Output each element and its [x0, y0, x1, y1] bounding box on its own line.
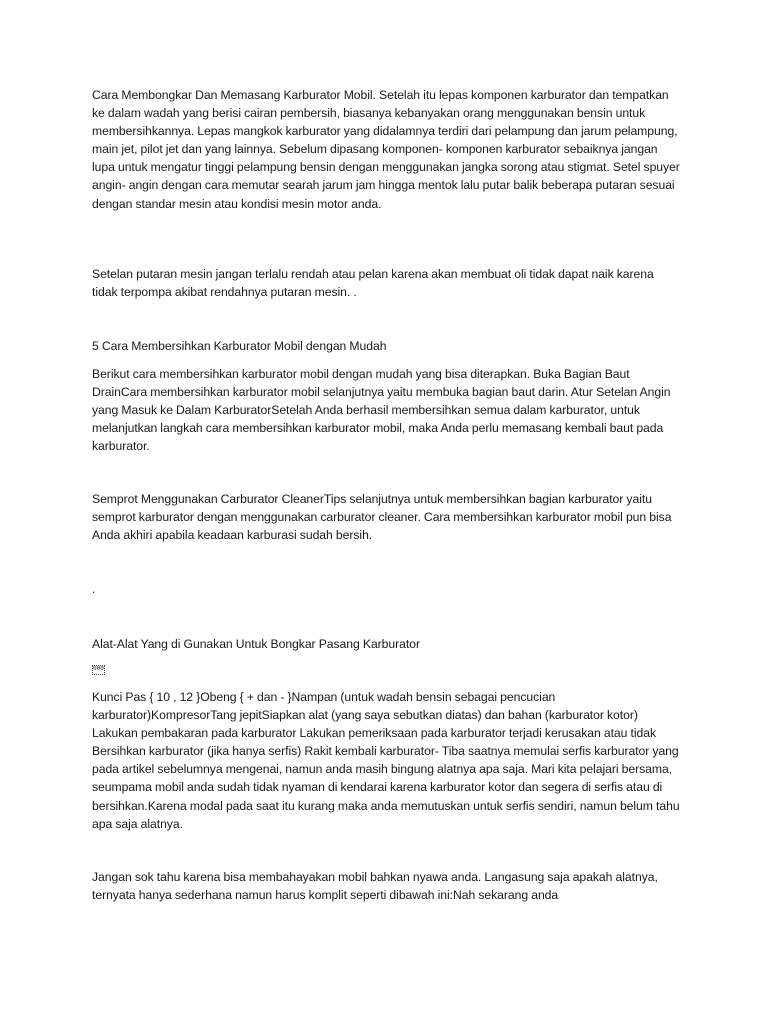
missing-glyph-line: [92, 662, 682, 680]
paragraph-warning: Jangan sok tahu karena bisa membahayakan mobil bahkan nyawa anda. Langasung saja apakah alatnya, ternyata hanya sederhana namun harus komplit seperti dibawah ini:Nah sekarang anda: [92, 870, 658, 903]
missing-glyph-icon: 000: [92, 665, 105, 675]
section-heading-cleaning: 5 Cara Membersihkan Karburator Mobil dengan Mudah: [92, 339, 387, 353]
section-heading-tools: Alat-Alat Yang di Gunakan Untuk Bongkar Pasang Karburator: [92, 637, 420, 651]
paragraph-carburetor-cleaner: Semprot Menggunakan Carburator CleanerTips selanjutnya untuk membersihkan bagian karburator yaitu semprot karburator dengan menggunakan carburator cleaner. Cara membersihkan karburator mobil pun bisa Anda akhiri apabila keadaan karburasi sudah bersih.: [92, 492, 672, 543]
paragraph-tools-list: Kunci Pas { 10 , 12 }Obeng { + dan - }Nampan (untuk wadah bensin sebagai pencucian karburator)KompresorTang jepitSiapkan alat (yang saya sebutkan diatas) dan bahan (karburator kotor) Lakukan pembakaran pada karburator Lakukan pemeriksaan pada karburator terjadi kerusakan atau tidak Bersihkan karburator (jika hanya serfis) Rakit kembali karburator- Tiba saatnya memulai serfis karburator yang pada artikel sebelumnya mengenai, namun anda masih bingung alatnya apa saja. Mari kita pelajari bersama, seumpama mobil anda sudah tidak nyaman di kendarai karena karburator kotor dan segera di serfis atau di bersihkan.Karena modal pada saat itu kurang maka anda memutuskan untuk serfis sendiri, namun belum tahu apa saja alatnya.: [92, 690, 680, 831]
paragraph-carburetor-disassembly: Cara Membongkar Dan Memasang Karburator Mobil. Setelah itu lepas komponen karburator dan tempatkan ke dalam wadah yang berisi cairan pembersih, biasanya kebanyakan orang menggunakan bensin untuk membersihkannya. Lepas mangkok karburator yang didalamnya terdiri dari pelampung dan jarum pelampung, main jet, pilot jet dan yang lainnya. Sebelum dipasang komponen- komponen karburator sebaiknya jangan lupa untuk mengatur tinggi pelampung bensin dengan menggunakan jangka sorong atau stigmat. Setel spuyer angin- angin dengan cara memutar searah jarum jam hingga mentok lalu putar balik beberapa putaran sesuai dengan standar mesin atau kondisi mesin motor anda.: [92, 88, 680, 211]
paragraph-engine-idle-setting: Setelan putaran mesin jangan terlalu rendah atau pelan karena akan membuat oli tidak dapat naik karena tidak terpompa akibat rendahnya putaran mesin. .: [92, 267, 654, 300]
paragraph-dot: .: [92, 582, 96, 596]
paragraph-cleaning-steps: Berikut cara membersihkan karburator mobil dengan mudah yang bisa diterapkan. Buka Bagian Baut DrainCara membersihkan karburator mobil selanjutnya yaitu membuka bagian baut darin. Atur Setelan Angin yang Masuk ke Dalam KarburatorSetelah Anda berhasil membersihkan semua dalam karburator, untuk melanjutkan langkah cara membersihkan karburator mobil, maka Anda perlu memasang kembali baut pada karburator.: [92, 367, 671, 454]
